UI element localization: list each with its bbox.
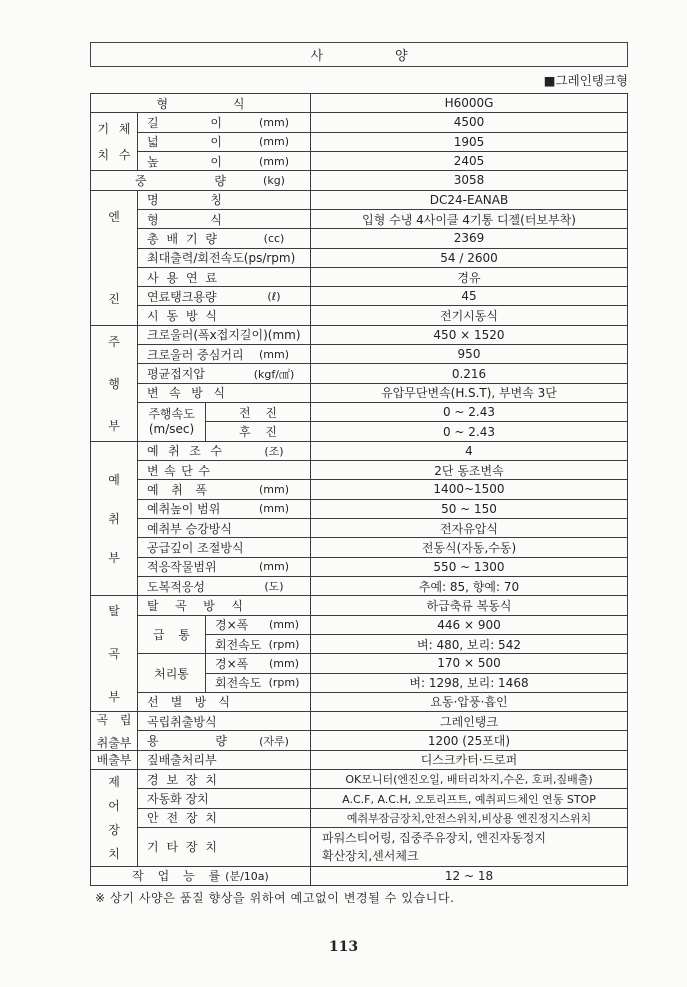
transmission-label-cell [138, 384, 310, 402]
reaping-height-value: 50 ~ 150 [311, 500, 627, 518]
category-char: 주 [108, 334, 120, 349]
row-label: 크로울러 중심거리 [147, 347, 244, 362]
process-drum-size-label-cell [206, 654, 310, 672]
width-label-cell [138, 133, 310, 151]
row-unit: (mm) [258, 154, 289, 168]
row-label: 예취높이 범위 [147, 502, 221, 517]
row-unit: (분/10a) [225, 869, 269, 883]
process-drum-rpm-value: 벼: 1298, 보리: 1468 [311, 674, 627, 692]
row-unit: (자루) [259, 734, 289, 748]
footnote: ※ 상기 사양은 품질 향상을 위하여 예고없이 변경될 수 있습니다. [95, 891, 455, 905]
displacement-label-cell [138, 229, 310, 247]
weight-label-cell [91, 171, 310, 189]
row-unit: (mm) [258, 482, 289, 496]
row-label: 총 배 기 량 [147, 231, 217, 246]
category-line: 취출부 [96, 735, 132, 750]
row-label: 크로울러(폭x접지길이)(mm) [147, 328, 301, 343]
alarm-value: OK모니터(엔진오일, 배터리차지,수온, 호퍼,짚배출) [311, 770, 627, 788]
travel-speed-label-cell [138, 403, 205, 441]
category-control [91, 770, 137, 866]
gear-steps-label-cell [138, 461, 310, 479]
row-unit: (mm) [268, 618, 299, 632]
straw-discharge-value: 디스크카터·드로퍼 [311, 751, 627, 769]
category-reaping [91, 442, 137, 596]
row-label: 경×폭 [215, 656, 249, 671]
height-value: 2405 [311, 152, 627, 170]
row-label: 처리통 [154, 666, 189, 681]
row-label: 예취부 승강방식 [147, 521, 232, 536]
crop-range-label-cell [138, 558, 310, 576]
category-char: 제 [108, 775, 120, 790]
row-unit: (mm) [268, 656, 299, 670]
row-unit: (m/sec) [148, 421, 195, 436]
feed-drum-size-value: 446 × 900 [311, 616, 627, 634]
row-label: 적응작물범위 [147, 560, 217, 575]
category-char: 부 [108, 690, 120, 705]
category-char: 장 [108, 823, 120, 838]
row-label: 사 용 연 료 [147, 270, 217, 285]
ground-pressure-value: 0.216 [311, 364, 627, 382]
alarm-label-cell [138, 770, 310, 788]
max-output-value: 54 / 2600 [311, 249, 627, 267]
safety-value: 예취부잠금장치,안전스위치,비상용 엔진정지스위치 [311, 809, 627, 827]
category-char: 부 [108, 418, 120, 433]
feed-drum-label-cell [138, 616, 205, 654]
category-engine [91, 191, 137, 325]
automation-label-cell [138, 789, 310, 807]
category-char: 엔 [108, 210, 120, 225]
row-label: 안 전 장 치 [147, 811, 217, 826]
category-char: 행 [108, 376, 120, 391]
row-label: 탈 곡 방 식 [147, 598, 243, 613]
displacement-value: 2369 [311, 229, 627, 247]
row-label: 최대출력/회전속도(ps/rpm) [147, 251, 296, 266]
row-label: 짚배출처리부 [147, 753, 217, 768]
width-value: 1905 [311, 133, 627, 151]
row-unit: (kgf/㎠) [253, 367, 295, 381]
row-label: 용 량 [147, 734, 227, 749]
spec-table [90, 93, 628, 886]
category-line: 치 수 [97, 148, 131, 163]
reaping-width-value: 1400~1500 [311, 480, 627, 498]
straw-discharge-label-cell [138, 751, 310, 769]
row-label: 변 속 방 식 [147, 386, 225, 401]
efficiency-label-cell [91, 867, 310, 885]
row-label: 곡립취출방식 [147, 714, 217, 729]
row-unit: (cc) [263, 231, 285, 245]
reaping-width-label-cell [138, 480, 310, 498]
sorting-label-cell [138, 693, 310, 711]
category-discharge [91, 751, 137, 769]
category-line: 곡 립 [96, 712, 132, 727]
row-label: 변 속 단 수 [147, 463, 210, 478]
category-threshing [91, 596, 137, 711]
max-output-label-cell [138, 249, 310, 267]
reverse-speed-value: 0 ~ 2.43 [311, 422, 627, 440]
process-drum-rpm-label-cell [206, 674, 310, 692]
row-label: 후 진 [239, 425, 277, 440]
row-unit: (mm) [258, 347, 289, 361]
category-line: 배출부 [96, 753, 132, 768]
category-grain-outlet [91, 712, 137, 750]
fuel-label-cell [138, 268, 310, 286]
transmission-value: 유압무단변속(H.S.T), 부변속 3단 [311, 384, 627, 402]
other-devices-value [311, 828, 627, 866]
row-unit: (mm) [258, 502, 289, 516]
category-line: 기 체 [97, 122, 131, 137]
value-line: 파워스티어링, 집중주유장치, 엔진자동정지 [322, 830, 546, 845]
grain-outlet-method-value: 그레인탱크 [311, 712, 627, 730]
row-label: 회전속도 [215, 676, 262, 691]
model-label-cell [91, 94, 310, 112]
row-unit: (mm) [258, 135, 289, 149]
height-label-cell [138, 152, 310, 170]
safety-label-cell [138, 809, 310, 827]
engine-type-value: 입형 수냉 4사이클 4기통 디젤(터보부착) [311, 210, 627, 228]
efficiency-value: 12 ~ 18 [311, 867, 627, 885]
engine-type-label-cell [138, 210, 310, 228]
automation-value: A.C.F, A.C.H, 오토리프트, 예취피드체인 연동 STOP [311, 789, 627, 807]
row-unit: (rpm) [268, 676, 300, 690]
reaping-height-label-cell [138, 500, 310, 518]
row-label: 예 취 폭 [147, 482, 207, 497]
row-label: 주행속도 [148, 406, 195, 421]
row-label: 시 동 방 식 [147, 309, 217, 324]
row-label: 명 칭 [147, 193, 222, 208]
capacity-value: 1200 (25포대) [311, 731, 627, 749]
category-char: 부 [108, 550, 120, 565]
fuel-value: 경유 [311, 268, 627, 286]
category-char: 치 [108, 847, 120, 862]
crawler-size-label-cell [138, 326, 310, 344]
row-unit: (mm) [258, 115, 289, 129]
category-char: 진 [108, 292, 120, 307]
engine-name-label-cell [138, 191, 310, 209]
capacity-label-cell [138, 731, 310, 749]
weight-value: 3058 [311, 171, 627, 189]
gear-steps-value: 2단 동조변속 [311, 461, 627, 479]
sorting-value: 요동·압풍·흡인 [311, 693, 627, 711]
row-label: 작 업 능 률 [132, 869, 221, 884]
row-label: 예 취 조 수 [147, 444, 222, 459]
category-char: 어 [108, 799, 120, 814]
row-label: 전 진 [239, 405, 277, 420]
row-unit: (rpm) [268, 637, 300, 651]
row-label: 중 량 [135, 173, 226, 188]
length-value: 4500 [311, 113, 627, 131]
row-label: 선 별 방 식 [147, 695, 230, 710]
lodging-label-cell [138, 577, 310, 595]
row-label: 기 타 장 치 [147, 840, 217, 855]
row-label: 평균접지압 [147, 367, 205, 382]
feed-drum-size-label-cell [206, 616, 310, 634]
start-method-label-cell [138, 306, 310, 324]
row-label: 길 이 [147, 115, 222, 130]
engine-name-value: DC24-EANAB [311, 191, 627, 209]
crawler-center-label-cell [138, 345, 310, 363]
row-unit: (mm) [258, 560, 289, 574]
category-char: 곡 [108, 647, 120, 662]
lift-method-value: 전자유압식 [311, 519, 627, 537]
category-char: 취 [108, 511, 120, 526]
row-label: 급 통 [153, 627, 190, 642]
length-label-cell [138, 113, 310, 131]
row-label: 자동화 장치 [147, 792, 209, 807]
fuel-tank-value: 45 [311, 287, 627, 305]
crop-range-value: 550 ~ 1300 [311, 558, 627, 576]
lift-method-label-cell [138, 519, 310, 537]
row-label: 연료탱크용량 [147, 289, 217, 304]
row-unit: (도) [264, 580, 284, 594]
forward-speed-value: 0 ~ 2.43 [311, 403, 627, 421]
row-label: 형 식 [147, 212, 222, 227]
row-label: 도복적응성 [147, 579, 205, 594]
lodging-value: 추예: 85, 향예: 70 [311, 577, 627, 595]
threshing-method-value: 하급축류 복동식 [311, 596, 627, 614]
threshing-method-label-cell [138, 596, 310, 614]
crawler-size-value: 450 × 1520 [311, 326, 627, 344]
forward-label-cell [206, 403, 310, 421]
process-drum-label-cell [138, 654, 205, 692]
page-title: 사 양 [310, 49, 408, 64]
reaping-rows-value: 4 [311, 442, 627, 460]
category-char: 예 [108, 472, 120, 487]
reverse-label-cell [206, 422, 310, 440]
category-travel [91, 326, 137, 441]
feed-drum-rpm-value: 벼: 480, 보리: 542 [311, 635, 627, 653]
variant-label: ■그레인탱크형 [543, 73, 628, 88]
row-label: 공급깊이 조절방식 [147, 540, 244, 555]
row-label: 회전속도 [215, 637, 262, 652]
crawler-center-value: 950 [311, 345, 627, 363]
row-unit: (ℓ) [267, 289, 281, 303]
title-box [90, 42, 628, 67]
model-label: 형 식 [156, 96, 245, 111]
feed-depth-label-cell [138, 538, 310, 556]
feed-drum-rpm-label-cell [206, 635, 310, 653]
feed-depth-value: 전동식(자동,수동) [311, 538, 627, 556]
row-unit: (조) [264, 444, 284, 458]
row-unit: (kg) [263, 173, 285, 187]
row-label: 높 이 [147, 154, 222, 169]
value-line: 확산장치,센서체크 [322, 848, 419, 863]
ground-pressure-label-cell [138, 364, 310, 382]
row-label: 경 보 장 치 [147, 772, 217, 787]
fuel-tank-label-cell [138, 287, 310, 305]
grain-outlet-method-label-cell [138, 712, 310, 730]
category-body-dimensions [91, 113, 137, 170]
row-label: 넓 이 [147, 135, 222, 150]
page-number: 113 [328, 939, 359, 955]
row-label: 경×폭 [215, 618, 249, 633]
process-drum-size-value: 170 × 500 [311, 654, 627, 672]
reaping-rows-label-cell [138, 442, 310, 460]
other-devices-label-cell [138, 828, 310, 866]
category-char: 탈 [108, 604, 120, 619]
model-value: H6000G [311, 94, 627, 112]
start-method-value: 전기시동식 [311, 306, 627, 324]
